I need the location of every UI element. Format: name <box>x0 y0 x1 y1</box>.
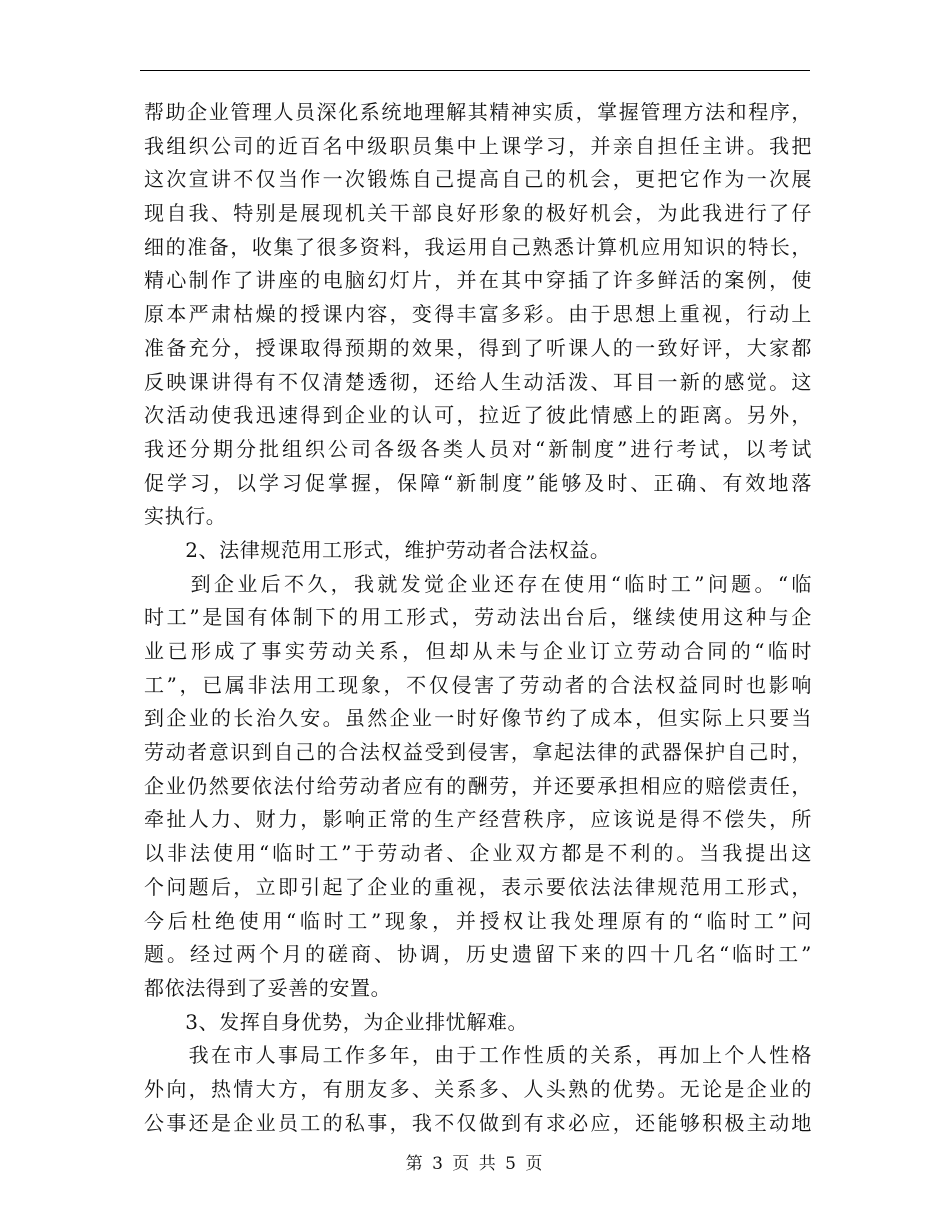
text-line: 原本严肃枯燥的授课内容，变得丰富多彩。由于思想上重视，行动上 <box>144 302 812 327</box>
text-line: 到企业的长治久安。虽然企业一时好像节约了成本，但实际上只要当 <box>144 706 812 731</box>
text-line: 都依法得到了妥善的安置。 <box>144 975 392 1000</box>
text-line: 外向，热情大方，有朋友多、关系多、人头熟的优势。无论是企业的 <box>144 1076 812 1101</box>
header-rule <box>140 70 810 71</box>
text-line: 题。经过两个月的磋商、协调，历史遗留下来的四十几名“临时工” <box>144 942 812 967</box>
text-line: 我在市人事局工作多年，由于工作性质的关系，再加上个人性格 <box>144 1043 812 1068</box>
text-line: 准备充分，授课取得预期的效果，得到了听课人的一致好评，大家都 <box>144 335 812 360</box>
text-line: 促学习，以学习促掌握，保障“新制度”能够及时、正确、有效地落 <box>144 470 812 495</box>
text-line: 时工”是国有体制下的用工形式，劳动法出台后，继续使用这种与企 <box>144 605 812 630</box>
text-line: 这次宣讲不仅当作一次锻炼自己提高自己的机会，更把它作为一次展 <box>144 167 812 192</box>
text-line: 公事还是企业员工的私事，我不仅做到有求必应，还能够积极主动地 <box>144 1110 812 1135</box>
text-line: 到企业后不久，我就发觉企业还存在使用“临时工”问题。“临 <box>144 571 812 596</box>
text-line: 精心制作了讲座的电脑幻灯片，并在其中穿插了许多鲜活的案例，使 <box>144 268 812 293</box>
text-line: 劳动者意识到自己的合法权益受到侵害，拿起法律的武器保护自己时， <box>144 740 812 765</box>
page-footer: 第 3 页 共 5 页 <box>405 1154 545 1174</box>
text-line: 今后杜绝使用“临时工”现象，并授权让我处理原有的“临时工”问 <box>144 908 812 933</box>
text-line: 个问题后，立即引起了企业的重视，表示要依法法律规范用工形式， <box>144 874 812 899</box>
text-line: 以非法使用“临时工”于劳动者、企业双方都是不利的。当我提出这 <box>144 841 812 866</box>
text-line: 实执行。 <box>144 504 227 529</box>
text-line: 帮助企业管理人员深化系统地理解其精神实质，掌握管理方法和程序， <box>144 100 812 124</box>
text-line: 反映课讲得有不仅清楚透彻，还给人生动活泼、耳目一新的感觉。这 <box>144 369 812 394</box>
text-line: 我还分期分批组织公司各级各类人员对“新制度”进行考试，以考试 <box>144 436 812 461</box>
document-body <box>144 96 812 1140</box>
text-line: 业已形成了事实劳动关系，但却从未与企业订立劳动合同的“临时 <box>144 639 812 663</box>
text-line: 现自我、特别是展现机关干部良好形象的极好机会，为此我进行了仔 <box>144 201 812 226</box>
text-line: 次活动使我迅速得到企业的认可，拉近了彼此情感上的距离。另外， <box>144 403 812 428</box>
text-line: 牵扯人力、财力，影响正常的生产经营秩序，应该说是得不偿失，所 <box>144 807 812 832</box>
text-line: 2、法律规范用工形式，维护劳动者合法权益。 <box>144 537 611 562</box>
text-line: 工”，已属非法用工现象，不仅侵害了劳动者的合法权益同时也影响 <box>144 672 812 697</box>
text-line: 3、发挥自身优势，为企业排忧解难。 <box>144 1009 529 1034</box>
text-line: 企业仍然要依法付给劳动者应有的酬劳，并还要承担相应的赔偿责任， <box>144 773 812 798</box>
text-line: 细的准备，收集了很多资料，我运用自己熟悉计算机应用知识的特长， <box>144 234 812 259</box>
text-line: 我组织公司的近百名中级职员集中上课学习，并亲自担任主讲。我把 <box>144 133 812 158</box>
